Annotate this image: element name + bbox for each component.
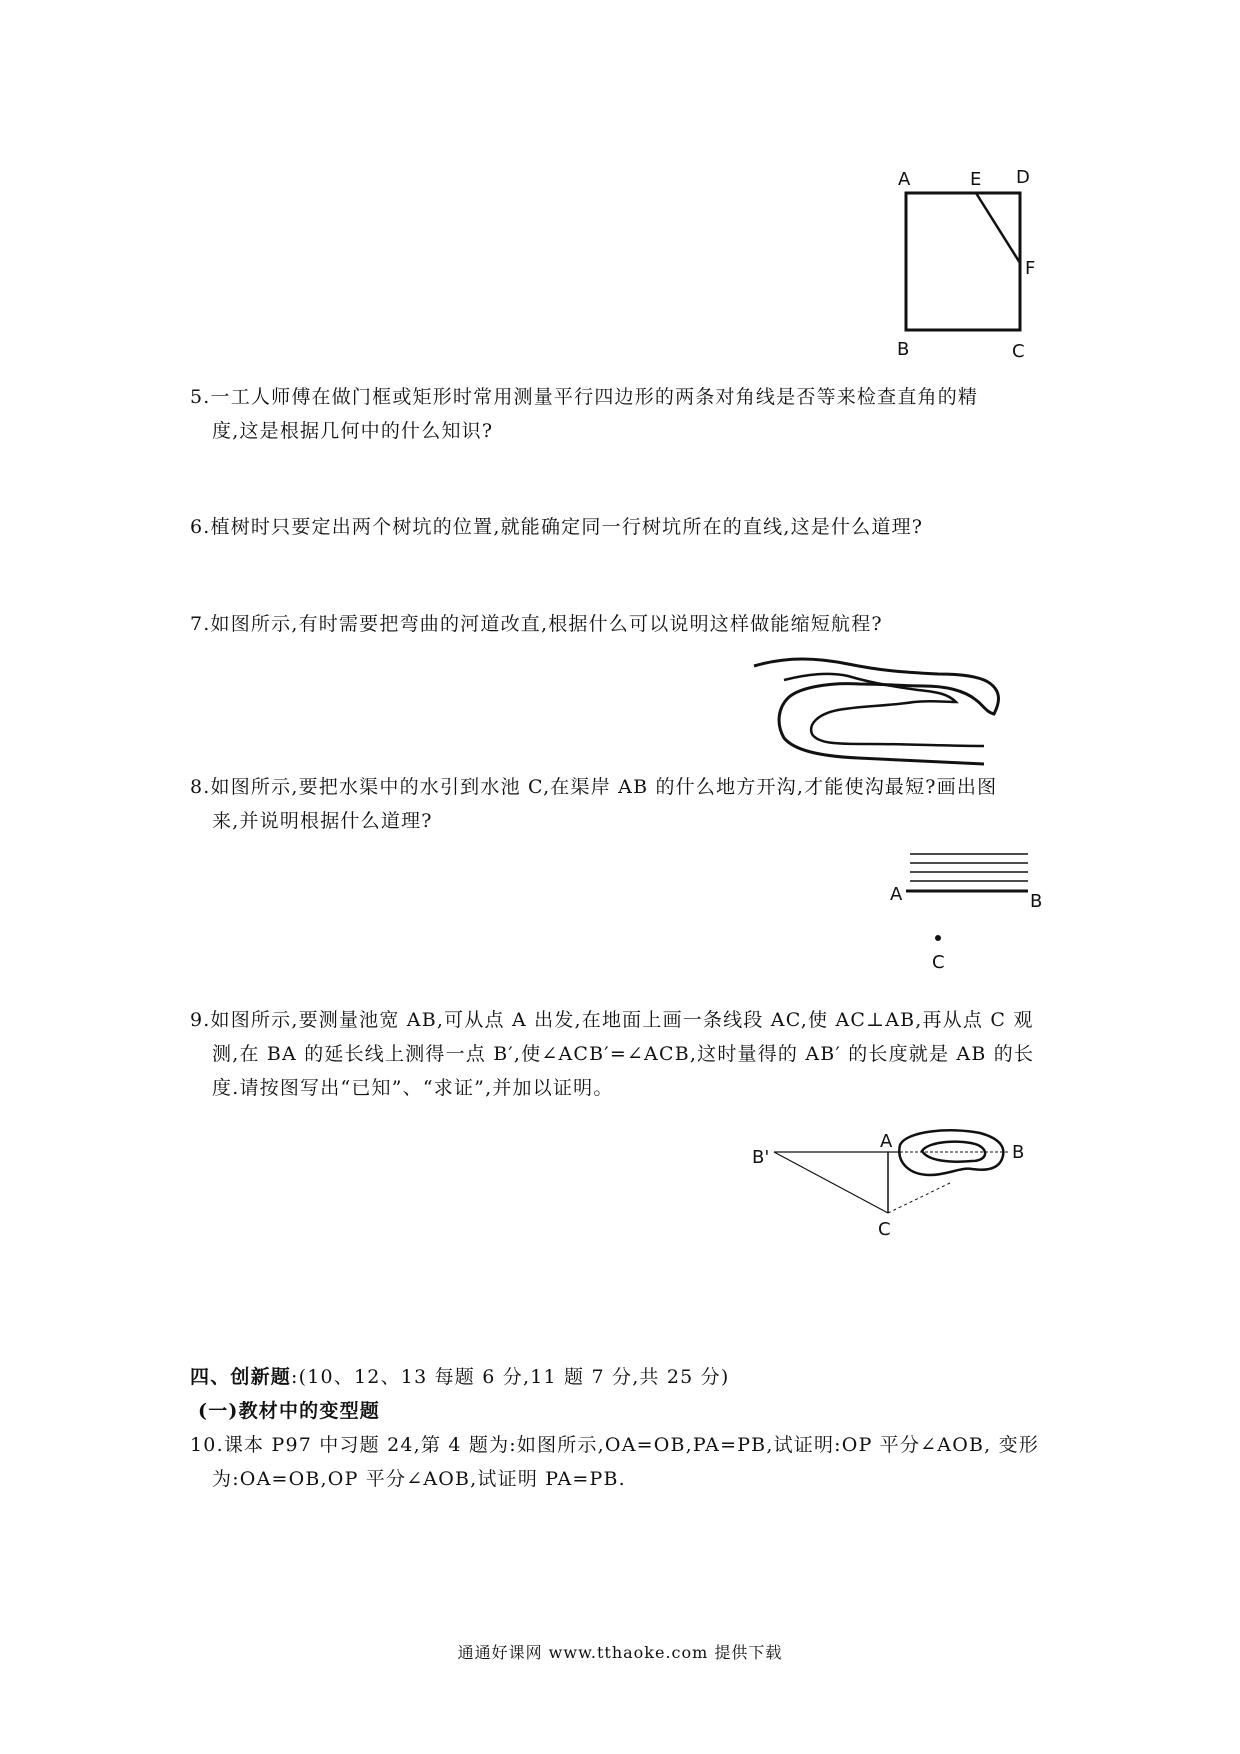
- section-4-heading: [190, 1360, 1090, 1394]
- question-9-line3: 度.请按图写出“已知”、“求证”,并加以证明。: [212, 1077, 614, 1099]
- pool-point-c: [935, 935, 941, 941]
- label-a: A: [898, 169, 911, 190]
- line-b-prime-c: [774, 1152, 888, 1213]
- question-5: [190, 380, 1090, 448]
- question-9-line1: 9.如图所示,要测量池宽 AB,可从点 A 出发,在地面上画一条线段 AC,使 AC⊥AB,再从点 C 观: [190, 1009, 1034, 1031]
- label-b-prime: B': [752, 1147, 770, 1168]
- label-b: B: [1012, 1142, 1025, 1163]
- question-7-line1: 7.如图所示,有时需要把弯曲的河道改直,根据什么可以说明这样做能缩短航程?: [190, 613, 883, 635]
- section-4-subtitle: (一)教材中的变型题: [198, 1400, 380, 1422]
- question-7: [190, 607, 1090, 641]
- pond-outer: [899, 1130, 1003, 1175]
- question-6: [190, 510, 1090, 544]
- segment-ef: [976, 193, 1020, 263]
- label-c: C: [1012, 341, 1025, 362]
- label-a: A: [890, 884, 903, 905]
- canal-figure: [880, 840, 1060, 980]
- label-f: F: [1025, 258, 1036, 279]
- rectangle-abcd: [906, 193, 1020, 330]
- section-4: [190, 1360, 1090, 1496]
- label-b: B: [1030, 891, 1043, 912]
- line-cb: [888, 1183, 950, 1213]
- question-10-line1: 10.课本 P97 中习题 24,第 4 题为:如图所示,OA=OB,PA=PB,试证明:OP 平分∠AOB, 变形: [190, 1434, 1040, 1456]
- rectangle-figure: [880, 160, 1050, 365]
- question-8-line2: 来,并说明根据什么道理?: [212, 810, 433, 832]
- label-c: C: [932, 952, 945, 973]
- section-4-title: 四、创新题: [190, 1366, 292, 1388]
- pond-figure: [750, 1125, 1050, 1240]
- label-b: B: [897, 339, 910, 360]
- question-10-line2: 为:OA=OB,OP 平分∠AOB,试证明 PA=PB.: [212, 1468, 626, 1490]
- river-outer-bank: [754, 659, 999, 764]
- section-4-score: :(10、12、13 每题 6 分,11 题 7 分,共 25 分): [291, 1366, 730, 1388]
- question-5-line1: 5.一工人师傅在做门框或矩形时常用测量平行四边形的两条对角线是否等来检查直角的精: [190, 386, 979, 408]
- label-a: A: [880, 1131, 893, 1152]
- label-c: C: [878, 1219, 891, 1240]
- question-9: [190, 1003, 1090, 1105]
- river-figure: [748, 650, 1008, 770]
- question-8: [190, 770, 1090, 838]
- question-8-line1: 8.如图所示,要把水渠中的水引到水池 C,在渠岸 AB 的什么地方开沟,才能使沟最短?画出图: [190, 776, 998, 798]
- question-5-line2: 度,这是根据几何中的什么知识?: [212, 420, 494, 442]
- question-6-line1: 6.植树时只要定出两个树坑的位置,就能确定同一行树坑所在的直线,这是什么道理?: [190, 516, 924, 538]
- page-footer: 通通好课网 www.tthaoke.com 提供下载: [457, 1643, 783, 1662]
- river-inner-bank: [784, 674, 984, 746]
- label-e: E: [970, 169, 982, 190]
- question-9-line2: 测,在 BA 的延长线上测得一点 B′,使∠ACB′=∠ACB,这时量得的 AB′ 的长度就是 AB 的长: [212, 1043, 1035, 1065]
- label-d: D: [1016, 167, 1030, 188]
